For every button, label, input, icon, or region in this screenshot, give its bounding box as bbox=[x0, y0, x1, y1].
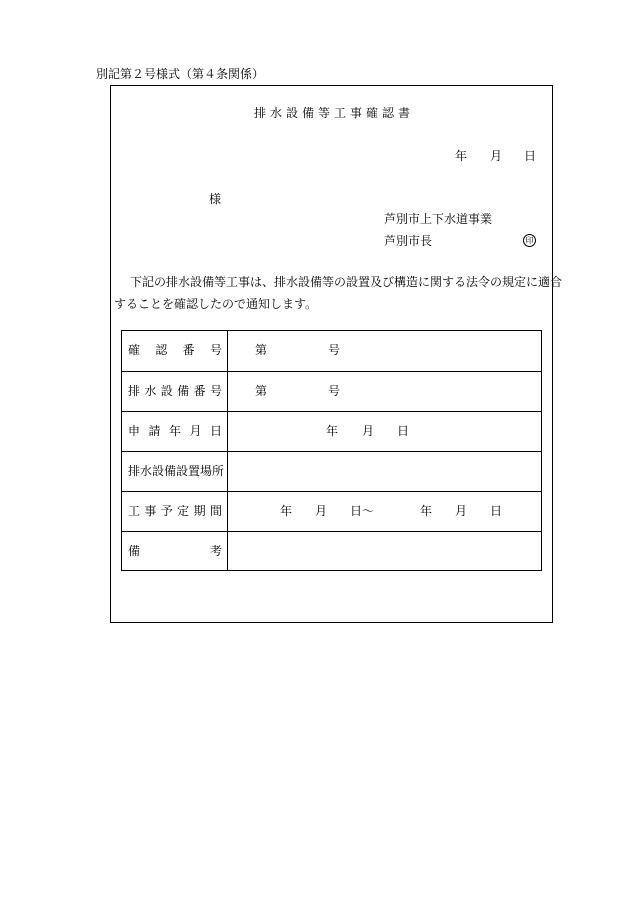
value-to-year: 年 bbox=[420, 504, 433, 518]
value-to-day: 日 bbox=[490, 504, 503, 518]
date-month: 月 bbox=[490, 149, 503, 163]
value-to-month: 月 bbox=[455, 504, 468, 518]
addressee-honorific: 様 bbox=[209, 192, 222, 206]
label-confirmation-number: 確 認 番 号 bbox=[128, 343, 222, 357]
value-suffix: 号 bbox=[328, 384, 341, 398]
issuer-name: 芦別市長 bbox=[384, 234, 433, 248]
value-year: 年 bbox=[326, 424, 339, 438]
value-suffix: 号 bbox=[328, 343, 341, 357]
seal-mark: 印 bbox=[523, 234, 536, 247]
body-text-line-1: 下記の排水設備等工事は、排水設備等の設置及び構造に関する法令の規定に適合 bbox=[130, 275, 563, 289]
value-prefix: 第 bbox=[255, 384, 268, 398]
row-installation-location bbox=[122, 451, 541, 491]
issuer-organization: 芦別市上下水道事業 bbox=[384, 212, 493, 226]
date-day: 日 bbox=[524, 149, 537, 163]
date-year: 年 bbox=[455, 149, 468, 163]
confirmation-table bbox=[121, 330, 542, 571]
form-number-label: 別記第２号様式（第４条関係） bbox=[96, 67, 265, 81]
value-prefix: 第 bbox=[255, 343, 268, 357]
row-application-date bbox=[122, 411, 541, 451]
row-remarks bbox=[122, 531, 541, 571]
body-text-line-2: することを確認したので通知します。 bbox=[114, 297, 318, 311]
label-planned-construction-period: 工 事 予 定 期 間 bbox=[128, 504, 222, 518]
row-confirmation-number bbox=[122, 331, 541, 371]
row-planned-construction-period bbox=[122, 491, 541, 531]
label-drainage-equipment-number: 排 水 設 備 番 号 bbox=[128, 384, 222, 398]
label-application-date: 申 請 年 月 日 bbox=[128, 424, 222, 438]
value-from-year: 年 bbox=[280, 504, 293, 518]
value-month: 月 bbox=[362, 424, 375, 438]
value-from-month: 月 bbox=[315, 504, 328, 518]
value-day: 日 bbox=[397, 424, 410, 438]
document-title: 排水設備等工事確認書 bbox=[254, 106, 415, 120]
label-remarks: 備 考 bbox=[128, 544, 222, 558]
value-from-day: 日～ bbox=[350, 504, 375, 518]
label-installation-location: 排水設備設置場所 bbox=[128, 464, 225, 478]
row-drainage-equipment-number bbox=[122, 371, 541, 411]
